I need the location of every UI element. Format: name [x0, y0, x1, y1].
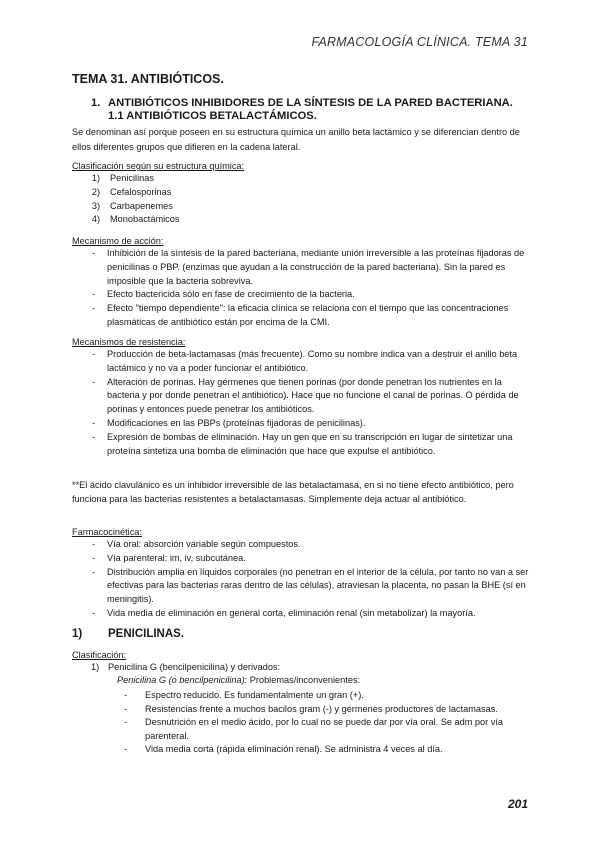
subsection-heading: 1.1 ANTIBIÓTICOS BETALACTÁMICOS.: [108, 110, 317, 122]
penicilina-g-subheading: Penicilina G (o bencilpenicilina): Problemas/inconvenientes:: [117, 675, 361, 685]
running-header: FARMACOLOGÍA CLÍNICA. TEMA 31: [311, 35, 528, 49]
resistencia-list: [72, 348, 530, 458]
farmacocinetica-list: [72, 538, 530, 621]
mecanismo-heading: Mecanismo de acción:: [72, 236, 164, 246]
penicilina-g-item: 1) Penicilina G (bencilpenicilina) y derivados:: [91, 662, 281, 672]
list-item: - Expresión de bombas de eliminación. Hay un gen que en su transcripción en lugar de sintetizar una proteína sintetiza una bomba de eliminación que hace que expulse el antibiótico.: [92, 431, 513, 456]
clasificacion-heading: Clasificación según su estructura química:: [72, 161, 245, 171]
list-item: - Desnutrición en el medio ácido, por lo cual no se puede dar por vía oral. Se adm por vía parenteral.: [124, 717, 504, 741]
list-item: - Vía parenteral: im, iv, subcutánea.: [92, 552, 246, 563]
list-item: - Vida media de eliminación en general corta, eliminación renal (sin metabolizar) la mayoría.: [92, 607, 476, 618]
list-item: 3) Carbapenemes: [91, 200, 173, 211]
list-item: - Vida media corta (rápida eliminación renal). Se administra 4 veces al día.: [124, 744, 443, 755]
section-heading: [91, 96, 513, 110]
list-item: - Espectro reducido. Es fundamentalmente un gran (+).: [124, 690, 364, 700]
resistencia-heading: Mecanismos de resistencia:: [72, 337, 186, 347]
list-item: 2) Cefalosporinas: [91, 186, 172, 197]
list-item: - Producción de beta-lactamasas (más frecuente). Como su nombre indica van a destruir el anillo beta lactámico y no va a poder funcionar el antibiótico.: [92, 349, 518, 373]
intro-paragraph: Se denominan así porque poseen en su estructura química un anillo beta lactámico y se diferencian dentro de ellos diferentes grupos que difieren en la cadena lateral.: [72, 127, 520, 152]
list-item: - Inhibición de la síntesis de la pared bacteriana, mediante unión irreversible a las proteínas fijadoras de penicilinas o PBP. (enzimas que ayudan a la construcción de la pared bacteriana). Sin la pared es imposible que la bacteria sobreviva.: [92, 248, 525, 286]
list-item: - Efecto bactericida sólo en fase de crecimiento de la bacteria.: [92, 289, 355, 300]
list-item: 1) Penicilinas: [91, 173, 154, 183]
section-number: 1.: [91, 97, 101, 109]
clavulanic-note: **El ácido clavulánico es un inhibidor irreversible de las betalactamasa, en si no tiene efecto antibiótico, pero funciona para las bacterias resistentes a betalactamasas. Simplemente deja actuar al antibiótico.: [72, 480, 514, 505]
list-item: - Alteración de porinas. Hay gérmenes que tienen porinas (por donde penetran los nutrientes en la bacteria y por donde penetran el antibiótico). Hace que no funcione el canal de porinas. O pérdida de porinas y entonces puede penetrar los antibióticos.: [92, 376, 519, 415]
list-item: - Efecto "tiempo dependiente": la eficacia clínica se relaciona con el tiempo que las concentraciones plasmáticas de antibiótico están por encima de la CMI.: [92, 303, 509, 327]
penicilinas-clasificacion-heading: Clasificación:: [72, 650, 127, 660]
farmacocinetica-heading: Farmacocinética:: [72, 527, 142, 537]
list-item: - Vía oral: absorción variable según compuestos.: [92, 539, 301, 549]
section-title: ANTIBIÓTICOS INHIBIDORES DE LA SÍNTESIS DE LA PARED BACTERIANA.: [108, 97, 513, 109]
list-item: - Modificaciones en las PBPs (proteínas fijadoras de penicilinas).: [92, 417, 366, 428]
mecanismo-list: [72, 247, 530, 330]
clasificacion-list: [72, 172, 532, 227]
list-item: 4) Monobactámicos: [91, 214, 180, 225]
penicilinas-heading: 1) PENICILINAS.: [72, 628, 185, 640]
list-item: - Resistencias frente a muchos bacilos gram (-) y gérmenes productores de lactamasas.: [124, 703, 498, 714]
penicilina-problems-list: [110, 689, 524, 757]
page-number: 201: [507, 797, 528, 811]
page-title: TEMA 31. ANTIBIÓTICOS.: [72, 72, 224, 86]
list-item: - Distribución amplia en líquidos corporales (no penetran en el interior de la célula, por tanto no van a ser efectivas para las bacterias raras dentro de las células), atraviesan la placenta, no pasan la BHE (sí en meningitis).: [92, 566, 529, 605]
